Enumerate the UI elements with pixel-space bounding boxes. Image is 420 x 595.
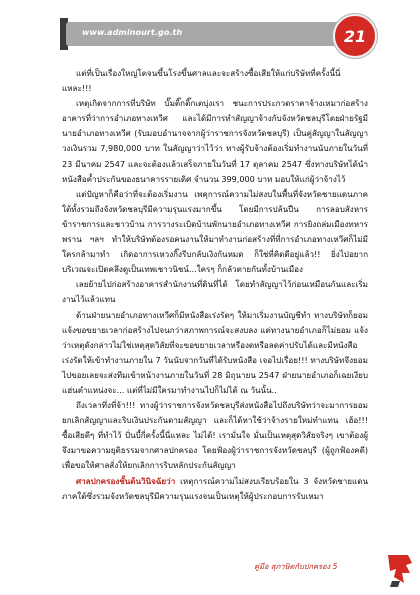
court-ruling-text: เหตุการณ์ความไม่สงบเรียบร้อยใน 3 จังหวัดชายแดนภาคใต้ซึ่งรวมจังหวัดชลบุรีมีความรุนแรงจนเป็นเหตุให้ผู้ประกอบการรับเหมา [62,475,368,501]
article-body [62,66,368,504]
paragraph-6: ถึงเวลาทึ่งที่จ้า!!! ทางผู้ว่าราชการจังหวัดชลบุรีส่งหนังสือไปถึงบริษัทว่าจะมาการยอมยกเลิกสัญญาและริบเงินประกันตามสัญญา และก็ได้หาใช้ว่าจ้างรายใหม่ทำแทน เฮ้อ!!! ซื้อเสียดีๆ ที่ทำไว้ ปั่นบี้กี่ครั้งนี้นี่แหละ ไม่ได้! เรามั่นใจ มั่นเป็นเหตุสุดวิสัยจริงๆ เขาต้องผู้จึงมาขอความยุติธรรมจากศาลปกครอง โดยฟ้องผู้ว่าราชการจังหวัดชลบุรี (ผู้ถูกฟ้องคดี) เพื่อขอให้ศาลสั่งให้ยกเลิกการริบหลักประกันสัญญา [62,400,368,471]
paragraph-7 [62,474,368,504]
site-url: www.adminourt.go.th [82,28,183,37]
paragraph-1: แต่ที่เป็นเรื่องใหญ่โตจนขึ้นโรงขึ้นศาลและจะสร้างซื้อเสียให้แก่บริษัทที่ครั้งนี้นี่แหละ!!! [62,68,341,94]
paragraph-5: ด้านฝ่ายนายอำเภอทางเหวีศก็มีหนังสือเร่งรัดๆ ให้มาเริ่มงานบัญชีทำ ทางบริษัทก็ยอมแจ้งขอขยายเวลาก่อสร้างไปจนกว่าสภาพการณ์จะสงบลง แต่ทางนายอำเภอก็ไม่ยอม แจ้งว่าเหตุดังกล่าวไม่ใช่เหตุสุดวิสัยที่จะขอขยายเวลาหรืองดหรือลดค่าปรับได้และมีหนังสือเร่งรัดให้เข้าทำงานภายใน 7 วันนับจากวันที่ได้รับหนังสือ เจอไปเรื่อย!!! ทางบริษัทจึงยอมไปขอยเลยจะส่งทีมเข้าหน้างานภายในวันที่ 28 มิถุนายน 2547 ฝ่ายนายอำเภอก็เฉยเงียบแฮ่นตำแหน่งจะ... แต่ที่ไม่มีใครมาทำงานไปก็ไม่ได้ ณ วันนั้น.. [62,309,368,395]
court-ruling-label: ศาลปกครองชั้นต้นวินิจฉัยว่า [76,475,176,486]
page-number: 21 [343,26,367,46]
paragraph-4: เลยย้ายไปก่อสร้างอาคารสำนักงานที่ดินที่ได้ โดยทำสัญญาไว้ก่อนเหมือนกันและเริ่มงานไว้แล้วแทน [62,279,368,305]
corner-decoration [384,551,414,589]
paragraph-2: เหตุเกิดจากการที่บริษัท บั๊มติ๊กติ๊กเตบุ่งเรา ชนะการประกวดราคาจ้างเหมาก่อสร้างอาคารที่ว่าการอำเภอทางเหวีศ และได้มีการทำสัญญาจ้างกับจังหวัดชลบุรีโดยฝ่ายรัฐมีนายอำเภอทางเหวีศ (รับมอบอำนาจจากผู้ว่าราชการจังหวัดชลบุรี) เป็นคู่สัญญาในสัญญาวงเงินรวม 7,980,000 บาท ในสัญญาว่าไว้ว่า ทางผู้รับจ้างต้องเริ่มทำงานนับภายในวันที่ 23 มีนาคม 2547 และจะต้องแล้วเสร็จภายในวันที่ 17 ตุลาคม 2547 ซึ่งทางบริษัทได้นำหนังสือค้ำประกันของธนาคารรายเดิศ จำนวน 399,000 บาท มอบให้แก่ผู้ว่าจ้างไว้ [62,98,368,184]
footer-caption: คู่มือ สุภาษิตกับปกครอง 5 [254,562,338,571]
page-number-badge [333,14,377,58]
paragraph-3: แต่ปัญหาก็คือว่าที่จะต้องเริ่มงาน เพคุการณ์ความไม่สงบในพื้นที่จังหวัดชายแดนภาคใต้ทั้งรวมถึงจังหวัดชลบุรีมีความรุนแรงมากขึ้น โดยมีการปล้นปืน การลอบสังหารข้าราชการและชาวบ้าน การวางระเบิดบ้านพักนายอำเภอทางเหวีศ การยิงถล่มเมืองทหารพราน ฯลฯ ทำให้บริษัทต้องรอคนงานให้มาทำงานก่อสร้างที่ที่การอำเภอทางเหวีศก็ไม่มีใครกล้ามาทำ เกิดอาการเหวงกิ๊งรีบกลับเงิงกันหมด ก็ใช่ที่คิดดีอยู่แล้ว!! ยิ่งไปอยากบริเวณจะเปิดคลึงดูเป็นเทพเชาวนิชน์...ใครๆ ก็กลัวตายกันทั้งบ้านเมือง [62,188,368,275]
